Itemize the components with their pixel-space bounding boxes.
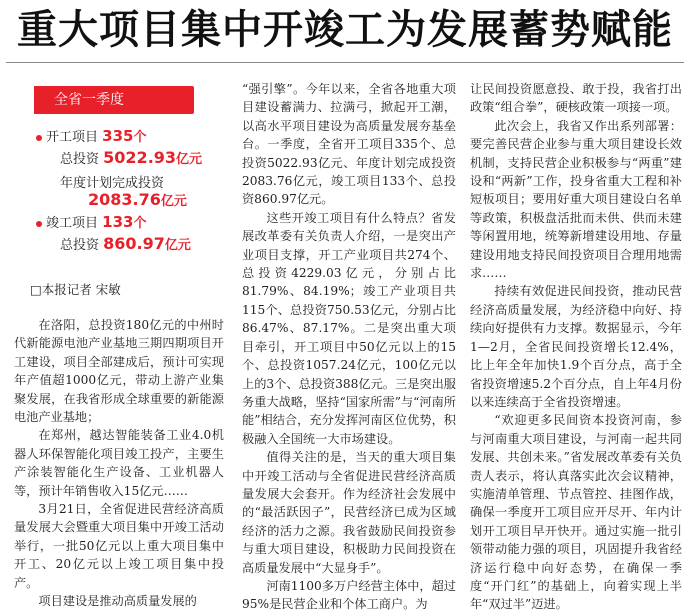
plan-label: 年度计划完成投资: [60, 176, 165, 191]
byline: □本报记者 宋敏: [30, 282, 121, 297]
paragraph: 河南1100多万户经营主体中，超过95%是民营企业和个体工商户。为: [242, 578, 456, 612]
summary-plan-line: [88, 190, 187, 209]
bullet-dot-icon: [36, 135, 42, 141]
paragraph: 在洛阳，总投资180亿元的中州时代新能源电池产业基地三期四期项目开工建设，项目全部建成后，预计可实现年产值超1000亿元，带动上游产业集聚发展，在我省形成全球重要的新能源电池产业基地；: [14, 318, 224, 425]
paragraph: 值得关注的是，当天的重大项目集中开竣工活动与全省促进民营经济高质量发展大会套开。作为经济社会发展中的“最活跃因子”，民营经济已成为区域经济的活力之源。我省鼓励民间投资参与重大项目建设，积极助力民间投资在高质量发展中“大显身手”。: [242, 450, 456, 575]
start-invest: 5022.93: [103, 148, 177, 167]
paragraph: 让民间投资愿意投、敢于投，我省打出政策“组合拳”，硬核政策一项接一项。: [470, 82, 682, 115]
summary-complete-invest-line: [60, 234, 191, 253]
paragraph: 持续有效促进民间投资，推动民营经济高质量发展，为经济稳中向好、持续向好提供有力支撑。数据显示，今年1—2月，全省民间投资增长12.4%，比上年全年加快1.9个百分点，高于全省投资增速5.2个百分点，自上年4月份以来连续高于全省投资增速。: [470, 284, 682, 409]
paragraph: 3月21日，全省促进民营经济高质量发展大会暨重大项目集中开竣工活动举行，一批50亿元以上重大项目集中开工、20亿元以上竣工项目集中投产。: [14, 502, 224, 590]
complete-unit: 个: [133, 216, 147, 231]
column-1: [14, 316, 224, 611]
start-invest-unit: 亿元: [176, 152, 203, 167]
summary-start-invest-line: [60, 148, 202, 167]
bullet-dot-icon: [36, 221, 42, 227]
top-rule: [6, 62, 684, 63]
complete-invest-label: 总投资: [60, 238, 100, 253]
plan-unit: 亿元: [160, 194, 187, 209]
paragraph: 此次会上，我省又作出系列部署：要完善民营企业参与重大项目建设长效机制，支持民营企业积极参与“两重”建设和“两新”工作，投身省重大工程和补短板项目；要用好重大项目建设白名单等政策，积极盘活批而未供、供而未建等闲置用地，统筹新增建设用地、存量建设用地支持民间投资项目合理用地需求……: [470, 118, 682, 281]
complete-invest: 860.97: [103, 234, 165, 253]
start-count: 335: [102, 127, 134, 145]
complete-label: 竣工项目: [46, 216, 99, 231]
start-invest-label: 总投资: [60, 152, 100, 167]
start-label: 开工项目: [46, 130, 99, 145]
paragraph: “强引擎”。今年以来，全省各地重大项目建设蓄满力、拉满弓，掀起开工潮，以高水平项目建设为高质量发展夯基垒台。一季度，全省开工项目335个、总投资5022.93亿元、年度计划完成投资2083.76亿元，竣工项目133个、总投资860.97亿元。: [242, 82, 456, 207]
complete-invest-unit: 亿元: [164, 238, 191, 253]
summary-start-line: [36, 126, 146, 145]
paragraph: 在郑州，越达智能装备工业4.0机器人环保智能化项目竣工投产，主要生产涂装智能化生产设备、工业机器人等，预计年销售收入15亿元……: [14, 428, 224, 498]
column-2: [242, 80, 456, 614]
start-unit: 个: [133, 130, 147, 145]
summary-complete-line: [36, 212, 146, 231]
complete-count: 133: [102, 213, 134, 231]
plan-value: 2083.76: [88, 190, 161, 209]
summary-box: [24, 84, 220, 264]
column-3: [470, 80, 682, 614]
summary-header: 全省一季度: [34, 86, 194, 114]
paragraph: 这些开竣工项目有什么特点？省发展改革委有关负责人介绍，一是突出产业项目支撑，开工产业项目共274个、总投资4229.03亿元，分别占比81.79%、84.19%；竣工产业项目共115个、总投资750.53亿元，分别占比86.47%、87.17%。二是突出重大项目牵引，开工项目中50亿元以上的15个、总投资1057.24亿元，100亿元以上的3个、总投资388亿元。三是突出服务重大战略，坚持“国家所需”与“河南所能”相结合，充分发挥河南区位优势，积极融入全国统一大市场建设。: [242, 210, 456, 446]
headline: 重大项目集中开竣工为发展蓄势赋能: [17, 7, 673, 53]
paragraph: “欢迎更多民间资本投资河南，参与河南重大项目建设，与河南一起共同发展、共创未来。”省发展改革委有关负责人表示，将认真落实此次会议精神，实施清单管理、节点管控、挂图作战，确保一季度开工项目应开尽开、年内计划开工项目早开快开。通过实施一批引领带动能力强的项目，巩固提升我省经济运行稳中向好态势，在确保一季度“开门红”的基础上，向着实现上半年“双过半”迈进。: [470, 413, 682, 612]
paragraph: 项目建设是推动高质量发展的: [38, 594, 197, 609]
